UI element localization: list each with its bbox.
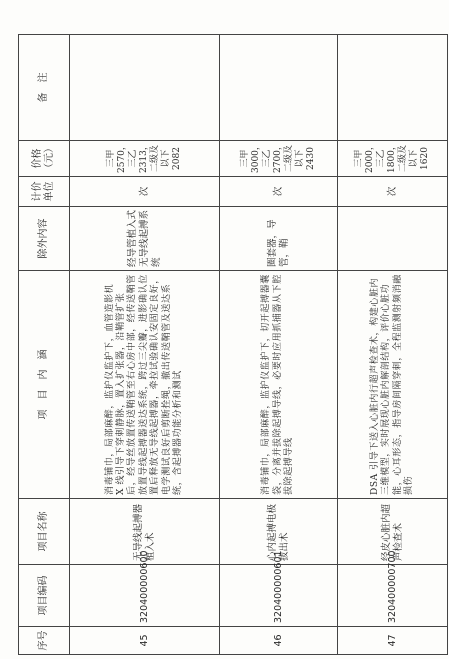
header-unit: 计价单位 [19,177,70,207]
row-excluded: 圈套器，导管，鞘 [220,207,338,271]
row-content: 消毒铺巾，局部麻醉，监护仪监护下，切开起搏器囊袋，分离并拔除起搏导线，必要时应用抓捕器从下腔拔除起搏导线 [220,271,338,499]
row-no: 46 [220,627,338,655]
row-remark [338,35,448,141]
row-no: 45 [70,627,220,655]
row-name: 经皮心脏内超声检查术 [338,499,448,565]
pricing-table [18,34,448,655]
row-price: 三甲 3000，三乙 2700，二级及以下 2430 [220,141,338,177]
row-name: 无导线起搏器植入术 [70,499,220,565]
row-unit: 次 [70,177,220,207]
row-remark [220,35,338,141]
row-unit: 次 [220,177,338,207]
row-excluded [338,207,448,271]
row-content: 消毒铺巾，局部麻醉，监护仪监护下，血管造影机 X 线引导下穿刺静脉，置入扩张器，沿鞘管扩张后，经导丝放置传送鞘管至右心房中部，经传送鞘管放置导线起搏器送达系统，跨过三尖瓣，进影确认位置后释放无导线起搏器，牵拉试验确认安固定良好，电学测试良好后剪断拴绳，撤出传送鞘管及送达系统，含起搏器功能分析和测试 [70,271,220,499]
row-price: 三甲 2000，三乙 1800，二级及以下 1620 [338,141,448,177]
header-excluded: 除外内容 [19,207,70,271]
header-content: 项 目 内 涵 [19,271,70,499]
row-price: 三甲 2570，三乙 2313，二级及以下 2082 [70,141,220,177]
header-name: 项目名称 [19,499,70,565]
table-header-row [19,35,70,655]
row-name: 心内起搏电极拔出术 [220,499,338,565]
row-unit: 次 [338,177,448,207]
row-remark [70,35,220,141]
header-remark: 备 注 [19,35,70,141]
row-code: 320400000600 [70,565,220,627]
table-row [70,35,220,655]
header-code: 项目编码 [19,565,70,627]
header-price: 价格（元） [19,141,70,177]
row-no: 47 [338,627,448,655]
row-content: DSA 引导下送入心脏内行超声检查术，构建心脏内三维模型，实时展现心脏内解剖结构，评价心脏功能，心耳形态，指导房间隔穿刺，全程监测射频消融损伤 [338,271,448,499]
table-row [338,35,448,655]
table-row [220,35,338,655]
row-code: 320400000601 [220,565,338,627]
header-no: 序号 [19,627,70,655]
row-excluded: 经导管植入式无导线起搏系统 [70,207,220,271]
row-code: 320400000700 [338,565,448,627]
